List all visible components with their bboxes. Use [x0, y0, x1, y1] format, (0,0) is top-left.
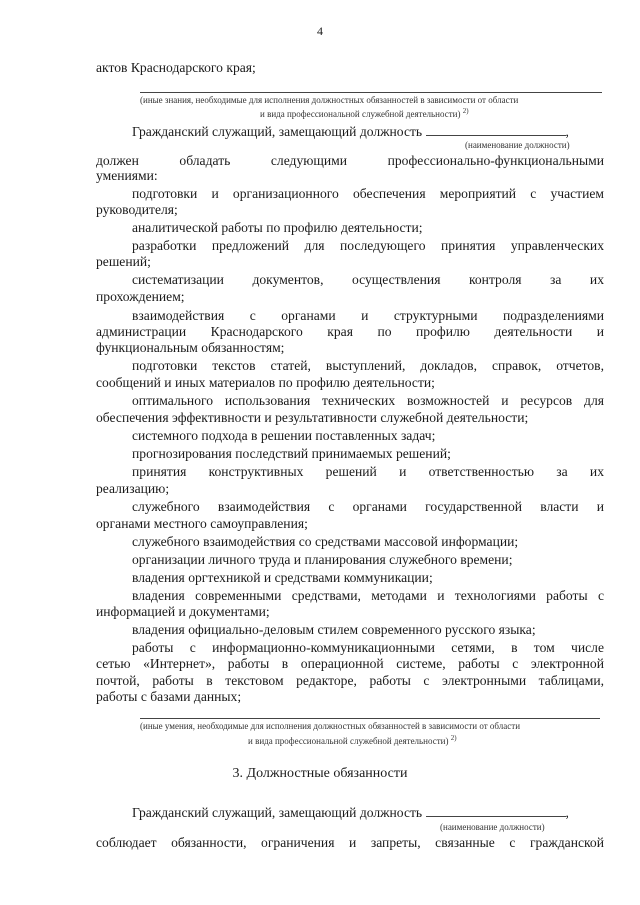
text-line: информацией и документами;: [96, 604, 270, 619]
page-number: 4: [317, 24, 323, 38]
text-line: разработки предложений для последующего принятия управленческих: [132, 238, 604, 253]
text-line: подготовки текстов статей, выступлений, докладов, справок, отчетов,: [132, 358, 604, 373]
position-caption: (наименование должности): [440, 822, 545, 832]
text-line: системного подхода в решении поставленных задач;: [132, 428, 436, 443]
text-line: должен обладать следующими профессионально-функциональными: [96, 153, 604, 168]
text-line: почтой, работы в текстовом редакторе, работы с электронными таблицами,: [96, 673, 604, 688]
text-line: работы с информационно-коммуникационными сетями, в том числе: [132, 640, 604, 655]
text-line: администрации Краснодарского края по профилю деятельности и: [96, 324, 604, 339]
footnote-text: (иные умения, необходимые для исполнения должностных обязанностей в зависимости от области: [140, 721, 521, 731]
position-blank: [426, 804, 566, 817]
section-heading: 3. Должностные обязанности: [232, 766, 408, 781]
text-line: органами местного самоуправления;: [96, 516, 308, 531]
text-line: подготовки и организационного обеспечения мероприятий с участием: [132, 186, 604, 201]
text-line: умениями:: [96, 168, 158, 183]
footnote-text: и вида профессиональной служебной деятельности) $^{2)}$: [260, 107, 469, 119]
text-line: актов Краснодарского края;: [96, 60, 256, 75]
text-line: сетью «Интернет», работы в операционной системе, работы с электронной: [96, 656, 604, 671]
footnote-text: (иные знания, необходимые для исполнения должностных обязанностей в зависимости от области: [140, 95, 519, 105]
text-line: Гражданский служащий, замещающий должность ,: [132, 124, 569, 139]
text-line: аналитической работы по профилю деятельности;: [132, 220, 423, 235]
text-line: принятия конструктивных решений и ответственностью за их: [132, 464, 604, 479]
footnote-text: и вида профессиональной служебной деятельности) $^{2)}$: [248, 734, 457, 746]
text-line: владения современными средствами, методами и технологиями работы с: [132, 588, 604, 603]
blank-line: [140, 718, 600, 719]
text-line: обеспечения эффективности и результативности служебной деятельности;: [96, 410, 529, 425]
text-line: взаимодействия с органами и структурными подразделениями: [132, 308, 604, 323]
text-line: владения официально-деловым стилем современного русского языка;: [132, 622, 536, 637]
text-line: систематизации документов, осуществления контроля за их: [132, 272, 604, 287]
text-line: сообщений и иных материалов по профилю деятельности;: [96, 375, 435, 390]
text-line: работы с базами данных;: [96, 689, 242, 704]
text-line: Гражданский служащий, замещающий должность ,: [132, 805, 569, 820]
text-line: служебного взаимодействия со средствами массовой информации;: [132, 534, 519, 549]
text-line: решений;: [96, 254, 151, 269]
text-line: прогнозирования последствий принимаемых решений;: [132, 446, 451, 461]
position-caption: (наименование должности): [465, 140, 570, 150]
blank-line: [140, 92, 602, 93]
text-line: реализацию;: [96, 481, 170, 496]
text-line: руководителя;: [96, 202, 178, 217]
text-line: организации личного труда и планирования служебного времени;: [132, 552, 513, 567]
text-line: оптимального использования технических возможностей и ресурсов для: [132, 393, 604, 408]
text-line: функциональным обязанностям;: [96, 340, 285, 355]
text-line: прохождением;: [96, 289, 185, 304]
position-blank: [426, 123, 566, 136]
text-line: служебного взаимодействия с органами государственной власти и: [132, 499, 604, 514]
text-line: владения оргтехникой и средствами коммуникации;: [132, 570, 433, 585]
text-line: соблюдает обязанности, ограничения и запреты, связанные с гражданской: [96, 835, 604, 850]
